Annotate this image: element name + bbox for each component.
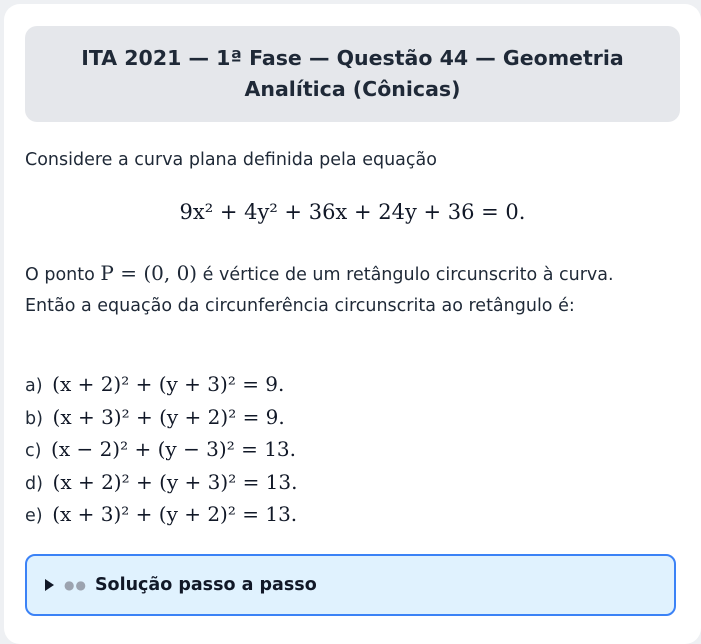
solution-label: Solução passo a passo xyxy=(94,575,317,595)
solution-toggle[interactable] xyxy=(25,554,676,616)
question-card xyxy=(4,4,701,644)
problem-statement xyxy=(25,258,645,322)
answer-options xyxy=(25,368,298,531)
option-expression: (x − 2)² + (y − 3)² = 13. xyxy=(51,437,297,461)
intro-text: Considere a curva plana definida pela equação xyxy=(25,150,437,170)
option-expression: (x + 2)² + (y + 3)² = 13. xyxy=(52,469,298,494)
option-expression: (x + 2)² + (y + 3)² = 9. xyxy=(52,372,285,396)
statement-after: é vértice de um retângulo circunscrito à curva. Então a equação da circunferência circunscrita ao retângulo é: xyxy=(25,265,614,316)
curve-equation: 9x² + 4y² + 36x + 24y + 36 = 0. xyxy=(179,200,526,224)
option-c xyxy=(25,433,298,466)
option-expression: (x + 3)² + (y + 2)² = 13. xyxy=(52,502,298,526)
option-letter: b) xyxy=(25,408,43,429)
statement-before: O ponto xyxy=(25,265,95,285)
option-d xyxy=(25,466,298,499)
option-e xyxy=(25,498,298,531)
disclosure-triangle-icon xyxy=(45,579,54,591)
option-b xyxy=(25,401,298,434)
title-banner xyxy=(25,26,680,122)
option-letter: c) xyxy=(25,441,42,461)
option-expression: (x + 3)² + (y + 2)² = 9. xyxy=(52,404,285,429)
option-letter: d) xyxy=(25,473,43,494)
point-expression: P = (0, 0) xyxy=(100,261,198,285)
option-letter: e) xyxy=(25,506,43,526)
option-a xyxy=(25,368,298,401)
eyes-icon: ●● xyxy=(64,578,87,592)
option-letter: a) xyxy=(25,376,43,396)
page-title: ITA 2021 — 1ª Fase — Questão 44 — Geometria Analítica (Cônicas) xyxy=(81,46,624,101)
